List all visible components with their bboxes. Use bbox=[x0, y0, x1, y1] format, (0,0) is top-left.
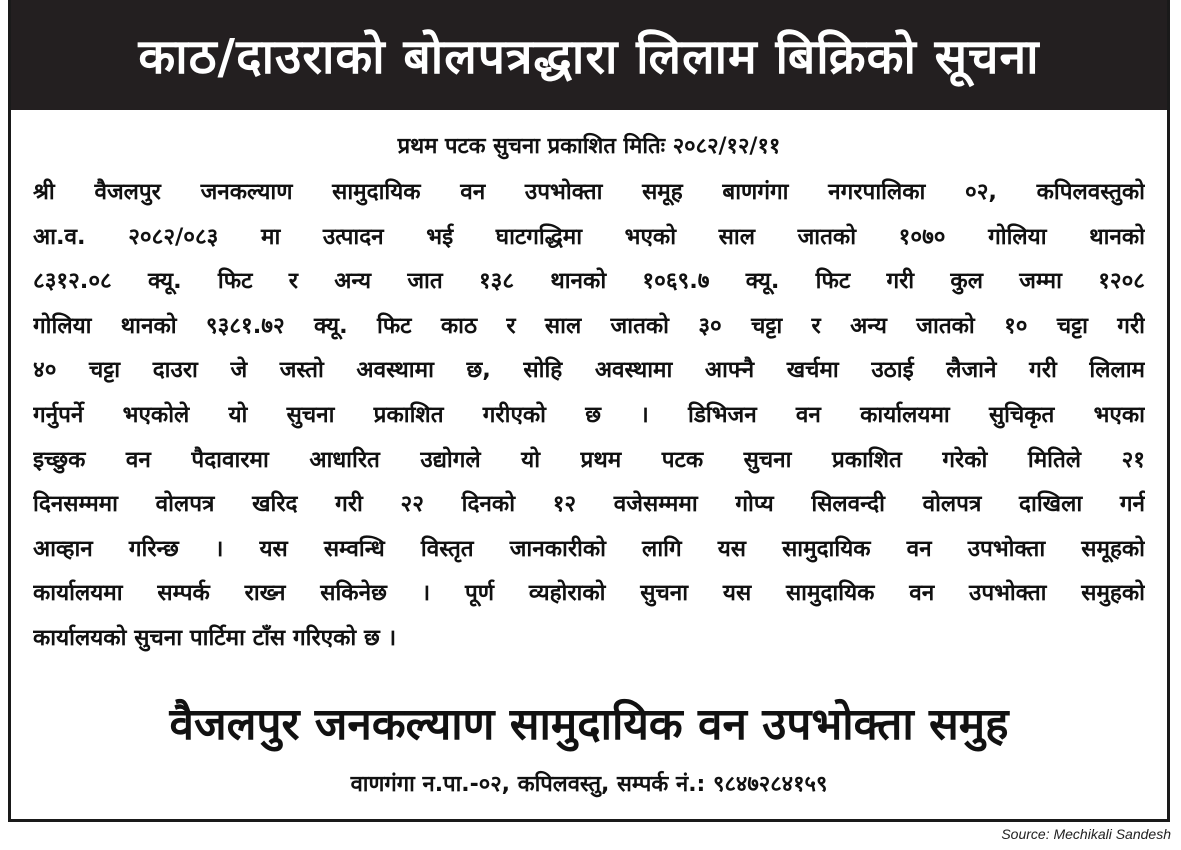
body-line: ८३१२.०८ क्यू. फिट र अन्य जात १३८ थानको १०६९.७ क्यू. फिट गरी कुल जम्मा १२०८ bbox=[33, 268, 1145, 295]
body-line: गर्नुपर्ने भएकोले यो सुचना प्रकाशित गरीएको छ । डिभिजन वन कार्यालयमा सुचिकृत भएका bbox=[33, 401, 1145, 428]
organization-name: वैजलपुर जनकल्याण सामुदायिक वन उपभोक्ता समुह bbox=[169, 699, 1009, 750]
notice-frame bbox=[8, 0, 1170, 822]
body-line: कार्यालयमा सम्पर्क राख्न सकिनेछ । पूर्ण व्यहोराको सुचना यस सामुदायिक वन उपभोक्ता समुहको bbox=[33, 580, 1145, 607]
header-bar bbox=[11, 0, 1167, 110]
body-line: आ.व. २०८२/०८३ मा उत्पादन भई घाटगद्धिमा भएको साल जातको १०७० गोलिया थानको bbox=[33, 223, 1145, 250]
body-line: आव्हान गरिन्छ । यस सम्वन्धि विस्तृत जानकारीको लागि यस सामुदायिक वन उपभोक्ता समूहको bbox=[33, 535, 1145, 562]
body-line: गोलिया थानको ९३८१.७२ क्यू. फिट काठ र साल जातको ३० चट्टा र अन्य जातको १० चट्टा गरी bbox=[33, 312, 1145, 339]
body-line: कार्यालयको सुचना पार्टिमा टाँस गरिएको छ । bbox=[33, 624, 397, 651]
organization-address: वाणगंगा न.पा.-०२, कपिलवस्तु, सम्पर्क नं.: ९८४७२८४१५९ bbox=[350, 772, 828, 797]
source-credit: Source: Mechikali Sandesh bbox=[1001, 826, 1171, 842]
body-line: दिनसम्ममा वोलपत्र खरिद गरी २२ दिनको १२ वजेसम्ममा गोप्य सिलवन्दी वोलपत्र दाखिला गर्न bbox=[33, 491, 1145, 518]
notice-title: काठ/दाउराको बोलपत्रद्धारा लिलाम बिक्रिको सूचना bbox=[138, 28, 1040, 85]
body-line: ४० चट्टा दाउरा जे जस्तो अवस्थामा छ, सोहि अवस्थामा आफ्नै खर्चमा उठाई लैजाने गरी लिलाम bbox=[33, 357, 1145, 384]
publication-date: प्रथम पटक सुचना प्रकाशित मितिः २०८२/१२/११ bbox=[397, 134, 781, 159]
body-line: श्री वैजलपुर जनकल्याण सामुदायिक वन उपभोक्ता समूह बाणगंगा नगरपालिका ०२, कपिलवस्तुको bbox=[33, 179, 1145, 205]
body-line: इच्छुक वन पैदावारमा आधारित उद्योगले यो प्रथम पटक सुचना प्रकाशित गरेको मितिले २१ bbox=[33, 446, 1145, 473]
notice-body bbox=[33, 170, 1145, 661]
